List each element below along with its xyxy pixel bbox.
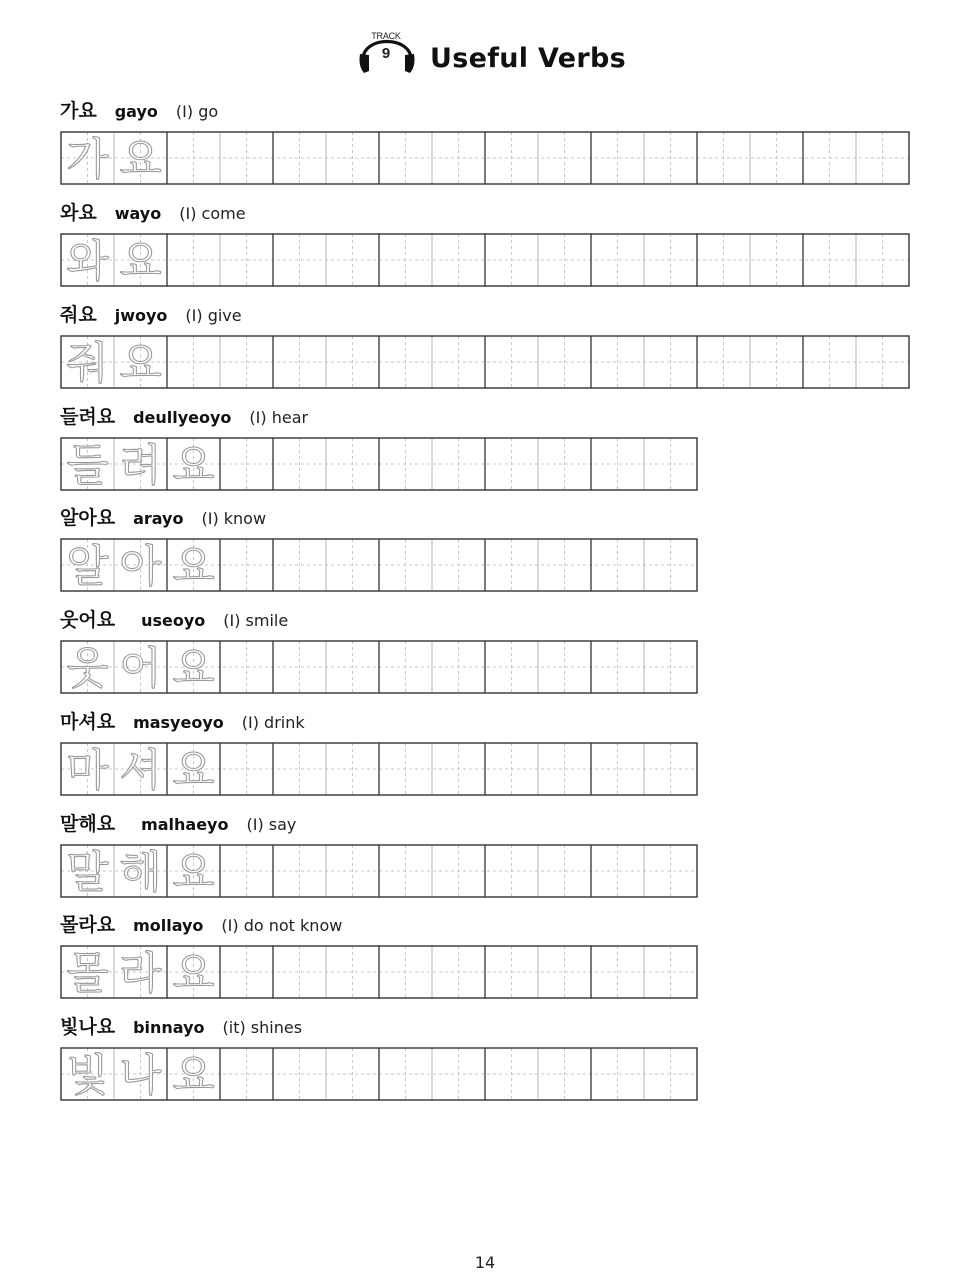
- tracing-character: 가: [66, 134, 109, 185]
- tracing-character: 해: [119, 847, 162, 898]
- english-meaning: (it) shines: [222, 1018, 303, 1037]
- tracing-character: 빛: [66, 1050, 109, 1101]
- tracing-character: 요: [119, 338, 162, 389]
- track-number: 9: [381, 45, 391, 62]
- korean-word: 와요: [60, 202, 97, 224]
- tracing-character: 들: [66, 440, 109, 491]
- tracing-character: 요: [172, 1050, 215, 1101]
- word-label: [60, 198, 246, 228]
- word-label: [60, 300, 242, 330]
- korean-word: 가요: [60, 100, 97, 122]
- page-title: Useful Verbs: [430, 43, 626, 74]
- korean-word: 말해요: [60, 813, 116, 835]
- tracing-character: 아: [119, 541, 162, 592]
- track-label: TRACK: [371, 31, 401, 41]
- english-meaning: (I) know: [201, 509, 267, 528]
- word-label: [60, 605, 288, 635]
- romanization: wayo: [114, 204, 162, 223]
- word-label: [60, 503, 266, 533]
- tracing-character: 어: [119, 643, 162, 694]
- word-label: [60, 402, 308, 432]
- korean-word: 마셔요: [60, 711, 116, 733]
- romanization: mollayo: [133, 916, 204, 935]
- romanization: arayo: [133, 509, 184, 528]
- english-meaning: (I) come: [179, 204, 246, 223]
- tracing-character: 려: [119, 440, 162, 491]
- tracing-character: 요: [172, 847, 215, 898]
- tracing-character: 요: [172, 440, 215, 491]
- tracing-character: 요: [119, 134, 162, 185]
- tracing-character: 요: [172, 948, 215, 999]
- word-label: [60, 96, 218, 126]
- tracing-character: 라: [119, 948, 162, 999]
- tracing-character: 알: [66, 541, 109, 592]
- english-meaning: (I) drink: [241, 713, 305, 732]
- romanization: masyeoyo: [133, 713, 224, 732]
- page-number: 14: [474, 1253, 496, 1272]
- romanization: gayo: [114, 102, 158, 121]
- tracing-character: 줘: [66, 338, 109, 389]
- writing-grid[interactable]: [60, 437, 698, 491]
- tracing-character: 셔: [119, 745, 162, 796]
- korean-word: 웃어요: [60, 609, 116, 631]
- korean-word: 알아요: [60, 507, 116, 529]
- writing-grid[interactable]: [60, 1047, 698, 1101]
- tracing-character: 요: [172, 541, 215, 592]
- writing-grid[interactable]: [60, 538, 698, 592]
- english-meaning: (I) smile: [223, 611, 289, 630]
- korean-word: 빛나요: [60, 1016, 116, 1038]
- tracing-character: 마: [66, 745, 109, 796]
- tracing-character: 와: [66, 236, 109, 287]
- writing-grid[interactable]: [60, 335, 910, 389]
- romanization: malhaeyo: [141, 815, 229, 834]
- word-label: [60, 1012, 302, 1042]
- english-meaning: (I) hear: [249, 408, 309, 427]
- tracing-character: 요: [119, 236, 162, 287]
- korean-word: 몰라요: [60, 914, 116, 936]
- tracing-character: 요: [172, 745, 215, 796]
- writing-grid[interactable]: [60, 844, 698, 898]
- english-meaning: (I) give: [185, 306, 242, 325]
- tracing-character: 말: [66, 847, 109, 898]
- korean-word: 줘요: [60, 304, 97, 326]
- word-label: [60, 809, 296, 839]
- writing-grid[interactable]: [60, 131, 910, 185]
- word-label: [60, 707, 305, 737]
- romanization: deullyeoyo: [133, 408, 232, 427]
- writing-grid[interactable]: [60, 945, 698, 999]
- tracing-character: 요: [172, 643, 215, 694]
- tracing-character: 몰: [66, 948, 109, 999]
- writing-grid[interactable]: [60, 640, 698, 694]
- tracing-character: 나: [119, 1050, 162, 1101]
- word-label: [60, 910, 342, 940]
- romanization: binnayo: [133, 1018, 205, 1037]
- writing-grid[interactable]: [60, 233, 910, 287]
- page-header: [0, 18, 970, 78]
- tracing-character: 웃: [66, 643, 109, 694]
- writing-grid[interactable]: [60, 742, 698, 796]
- romanization: jwoyo: [114, 306, 168, 325]
- english-meaning: (I) go: [175, 102, 219, 121]
- english-meaning: (I) say: [246, 815, 297, 834]
- romanization: useoyo: [141, 611, 206, 630]
- korean-word: 들려요: [60, 406, 116, 428]
- english-meaning: (I) do not know: [221, 916, 343, 935]
